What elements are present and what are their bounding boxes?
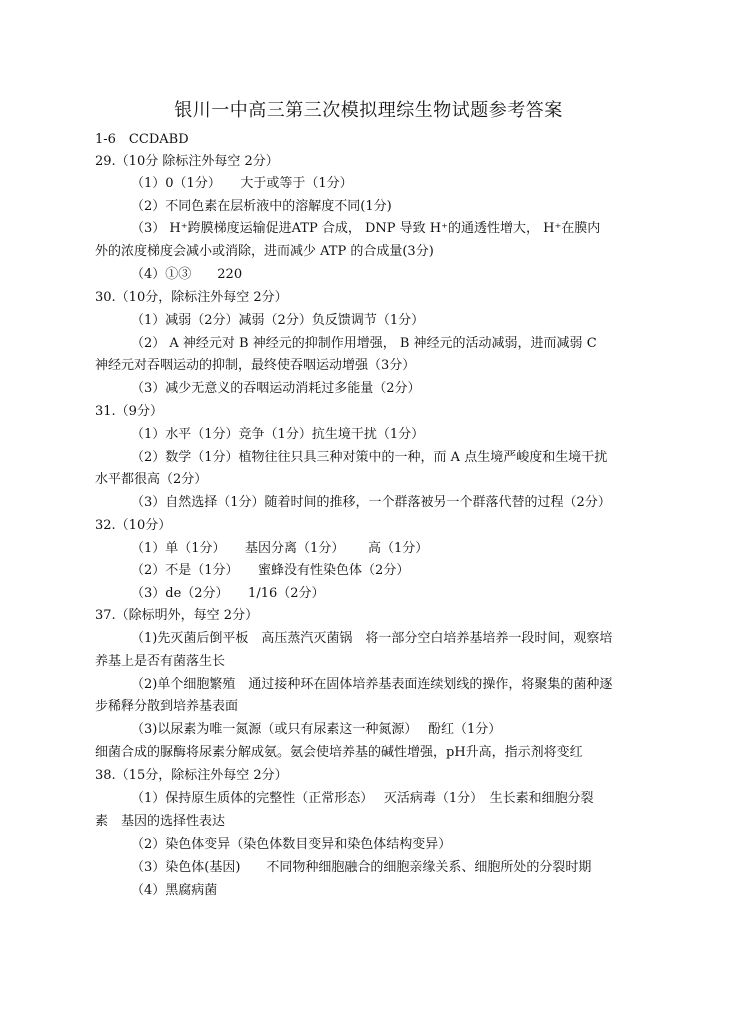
answer-line: 素 基因的选择性表达 bbox=[95, 814, 226, 829]
answer-line: （3）自然选择（1分）随着时间的推移，一个群落被另一个群落代替的过程（2分） bbox=[131, 495, 611, 510]
answer-line: 养基上是否有菌落生长 bbox=[95, 654, 226, 669]
answer-line: 30.（10分，除标注外每空 2分） bbox=[95, 290, 288, 305]
answer-line: （3） H⁺跨膜梯度运输促进ATP 合成， DNP 导致 H⁺的通透性增大， H⁺在膜内 bbox=[131, 221, 601, 236]
answer-line: （2） A 神经元对 B 神经元的抑制作用增强， B 神经元的活动减弱，进而减弱 C bbox=[131, 336, 597, 351]
page-title: 银川一中高三第三次模拟理综生物试题参考答案 bbox=[174, 100, 563, 121]
answer-line: 步稀释分散到培养基表面 bbox=[95, 699, 239, 714]
answer-line: （3）减少无意义的吞咽运动消耗过多能量（2分） bbox=[131, 381, 421, 396]
answer-line: （1）0（1分） 大于或等于（1分） bbox=[131, 176, 353, 191]
answer-line: （2）数学（1分）植物往往只具三种对策中的一种，而 A 点生境严峻度和生境干扰 bbox=[131, 450, 608, 465]
answer-line: （3）de（2分） 1/16（2分） bbox=[131, 586, 325, 601]
answer-line: （3）染色体(基因) 不同物种细胞融合的细胞亲缘关系、细胞所处的分裂时期 bbox=[131, 860, 592, 875]
answer-line: （4）①③ 220 bbox=[131, 267, 243, 282]
answer-line: 外的浓度梯度会减小或消除，进而减少 ATP 的合成量(3分) bbox=[95, 244, 434, 259]
answer-line: （1）水平（1分）竞争（1分）抗生境干扰（1分） bbox=[131, 427, 425, 442]
answer-line: 1-6 CCDABD bbox=[95, 132, 189, 147]
answer-line: （1）保持原生质体的完整性（正常形态） 灭活病毒（1分） 生长素和细胞分裂 bbox=[131, 791, 594, 806]
answer-line: 38.（15分，除标注外每空 2分） bbox=[95, 768, 288, 783]
answer-line: 细菌合成的脲酶将尿素分解成氨。氨会使培养基的碱性增强，pH升高，指示剂将变红 bbox=[95, 745, 583, 760]
answer-line: 神经元对吞咽运动的抑制，最终使吞咽运动增强（3分） bbox=[95, 358, 416, 373]
answer-line: 32.（10分） bbox=[95, 518, 172, 533]
answer-line: （2）不是（1分） 蜜蜂没有性染色体（2分） bbox=[131, 563, 410, 578]
answer-line: （3)以尿素为唯一氮源（或只有尿素这一种氮源） 酚红（1分） bbox=[131, 722, 502, 737]
answer-line: （1）减弱（2分）减弱（2分）负反馈调节（1分） bbox=[131, 313, 425, 328]
answer-line: 37.（除标明外，每空 2分） bbox=[95, 608, 259, 623]
answer-line: 水平都很高（2分） bbox=[95, 472, 208, 487]
answer-line: （2）染色体变异（染色体数目变异和染色体结构变异） bbox=[131, 837, 452, 852]
answer-line: （2)单个细胞繁殖 通过接种环在固体培养基表面连续划线的操作，将聚集的菌种逐 bbox=[131, 677, 613, 692]
answer-line: （2）不同色素在层析液中的溶解度不同(1分) bbox=[131, 199, 392, 214]
answer-line: （1)先灭菌后倒平板 高压蒸汽灭菌锅 将一部分空白培养基培养一段时间，观察培 bbox=[131, 631, 613, 646]
answer-line: （1）单（1分） 基因分离（1分） 高（1分） bbox=[131, 541, 429, 556]
answer-line: 29.（10分 除标注外每空 2分） bbox=[95, 154, 279, 169]
answer-line: （4）黑腐病菌 bbox=[131, 883, 218, 898]
answer-line: 31.（9分） bbox=[95, 404, 163, 419]
